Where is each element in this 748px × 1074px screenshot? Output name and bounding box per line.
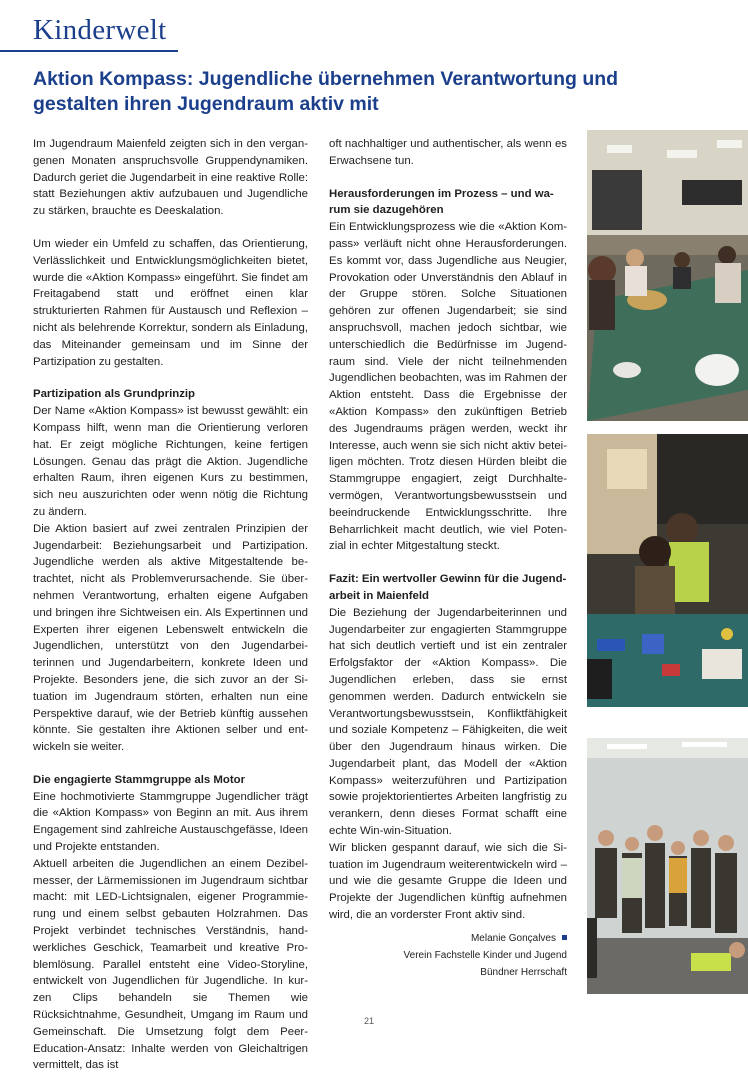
section-rule bbox=[0, 50, 178, 52]
paragraph: Die Aktion basiert auf zwei zentralen Prinzipien der Jugendarbeit: Beziehungsarbeit und Partizipation. Jugendliche werden als aktive Mitgestaltende betrachtet, nicht als Problemverursachende. Sie übernehmen Verantwortung, erhalten eigene Aufgaben und bringen ihre Sichtweisen ein. Als Expertinnen und Experten ihrer eigenen Lebenswelt entwickeln die Jugendlichen, unterstützt von den Jugendarbeiterinnen und Jugendarbeitern, konkrete Ideen und Projekte. Besonders jene, die sich zuvor an der Situation im Jugendraum störten, erhalten nun eine Perspektive darauf, wie der Betrieb künftig aussehen könnte. Sie gestalten ihre Aktionen selber und entwickeln sie weiter. bbox=[33, 522, 308, 754]
author-name: Melanie Gonçalves bbox=[470, 932, 556, 944]
subheading: Herausforderungen im Prozess – und warum sie dazugehören bbox=[329, 187, 554, 217]
subheading: Partizipation als Grundprinzip bbox=[33, 388, 196, 401]
paragraph: Wir blicken gespannt darauf, wie sich die Situation im Jugendraum weiterentwickeln wird – und wie die gesamte Gruppe die Ideen und Projekte der Jugendlichen künftig aufnehmen wird, die an vorderster Front aktiv sind. bbox=[329, 841, 567, 922]
author-signature bbox=[329, 930, 567, 981]
subheading: Fazit: Ein wertvoller Gewinn für die Jugendarbeit in Maienfeld bbox=[329, 573, 567, 602]
paragraph: Der Name «Aktion Kompass» ist bewusst gewählt: ein Kompass hilft, wenn man die Orientierung verloren hat. Er zeigt mögliche Richtungen, keine fertigen Lösungen. Genau das prägt die Aktion. Jugendliche erhalten Raum, ihren eigenen Kurs zu bestimmen, sich neu auszurichten oder wenn nötig die Richtung zu ändern. bbox=[33, 405, 308, 518]
photo-group-at-table bbox=[587, 130, 748, 421]
article-headline: Aktion Kompass: Jugendliche übernehmen Verantwortung und gestalten ihren Jugendraum aktiv mit bbox=[33, 68, 619, 115]
paragraph: Die Beziehung der Jugendarbeiterinnen und Jugendarbeiter zur engagierten Stammgruppe hat sich deutlich vertieft und ist ein zentraler Erfolgsfaktor der «Aktion Kompass». Die Jugendlichen erleben, dass sie ernst genommen werden. Dadurch entwickeln sie Verantwortungsbewusstsein, Konfliktfähigkeit und soziale Kompetenz – Fähigkeiten, die weit über den Jugendraum hinaus wirken. Die Jugendarbeit plant, das Modell der «Aktion Kompass» weiterzuführen und Partizipation sowie projektorientiertes Arbeiten langfristig zu verankern, denn dieses Format schafft eine echte Win-win-Situation. bbox=[329, 606, 567, 838]
page-number: 21 bbox=[364, 1016, 375, 1026]
photo-electronics-project bbox=[587, 434, 748, 707]
paragraph: Eine hochmotivierte Stammgruppe Jugendlicher trägt die «Aktion Kompass» von Beginn an mit. Aus ihrem Engagement sind zahlreiche Austauschgefässe, Ideen und Projekte entstanden. bbox=[33, 790, 308, 854]
author-org-region: Bündner Herrschaft bbox=[480, 966, 567, 978]
subheading: Die engagierte Stammgruppe als Motor bbox=[33, 773, 246, 786]
text-column-right bbox=[329, 136, 567, 981]
paragraph: oft nachhaltiger und authentischer, als wenn es Erwachsene tun. bbox=[329, 138, 567, 167]
paragraph: Um wieder ein Umfeld zu schaffen, das Orientierung, Verlässlichkeit und Entwicklungsmöglichkeiten bietet, wurde die «Aktion Kompass» eingeführt. Sie findet am Freitagabend statt und eröffnet einen klar strukturierten Rahmen für Austausch und Reflexion – nicht als belehrende Korrektur, sondern als Einladung, das Miteinander gemeinsam und im Sinne der Partizipation zu gestalten. bbox=[33, 237, 308, 368]
paragraph: Aktuell arbeiten die Jugendlichen an einem Dezibelmesser, der Lärmemissionen im Jugendraum sichtbar macht: mit LED-Lichtsignalen, eigener Programmierung und einem selbst gebauten Holzrahmen. Das Projekt verbindet technisches Verständnis, handwerkliches Geschick, Teamarbeit und kreative Problemlösung. Parallel entsteht eine Video-Storyline, entwickelt von Jugendlichen für Jugendliche. In kurzen Clips behandeln sie Themen wie Rücksichtnahme, Gesundheit, Umgang im Raum und Gemeinschaft. Die Umsetzung folgt dem Peer-Education-Ansatz: Inhalte werden von Gleichaltrigen vermittelt, das ist bbox=[33, 857, 308, 1072]
text-column-left bbox=[33, 136, 308, 1074]
paragraph: Im Jugendraum Maienfeld zeigten sich in den vergangenen Monaten anspruchsvolle Gruppendynamiken. Dadurch geriet die Jugendarbeit in eine reaktive Rolle: statt Beziehungen aktiv aufzubauen und Jugendliche zu stärken, brauchte es Deeskalation. bbox=[33, 138, 308, 218]
photo-group-portrait bbox=[587, 738, 748, 994]
end-mark-icon bbox=[562, 935, 567, 940]
paragraph: Ein Entwicklungsprozess wie die «Aktion Kompass» verläuft nicht ohne Herausforderungen. Es kommt vor, dass Jugendliche aus Neugier, Provokation oder Unverständnis den Ablauf in der Gruppe stören. Solche Situationen gehören zur offenen Jugendarbeit; sie sind anspruchsvoll, machen jedoch sichtbar, wie unterschiedlich die Bedürfnisse im Jugendraum sind. Viele der nicht teilnehmenden Jugendlichen beobachten, was im Rahmen der Aktion entsteht. Dass die Ergebnisse der «Aktion Kompass» den zukünftigen Betrieb des Jugendraums prägen werden, weckt ihr Interesse, auch wenn sie sich nicht aktiv beteiligen möchten. Trotz diesen Hürden bleibt die Stammgruppe engagiert, zeigt Durchhaltevermögen, Verantwortungsbewusstsein und beeindruckende Entwicklungsschritte. Ihre Beharrlichkeit macht deutlich, wie viel Potenzial in echter Mitgestaltung steckt. bbox=[329, 221, 567, 553]
author-org: Verein Fachstelle Kinder und Jugend bbox=[403, 949, 567, 961]
section-title: Kinderwelt bbox=[33, 14, 167, 46]
